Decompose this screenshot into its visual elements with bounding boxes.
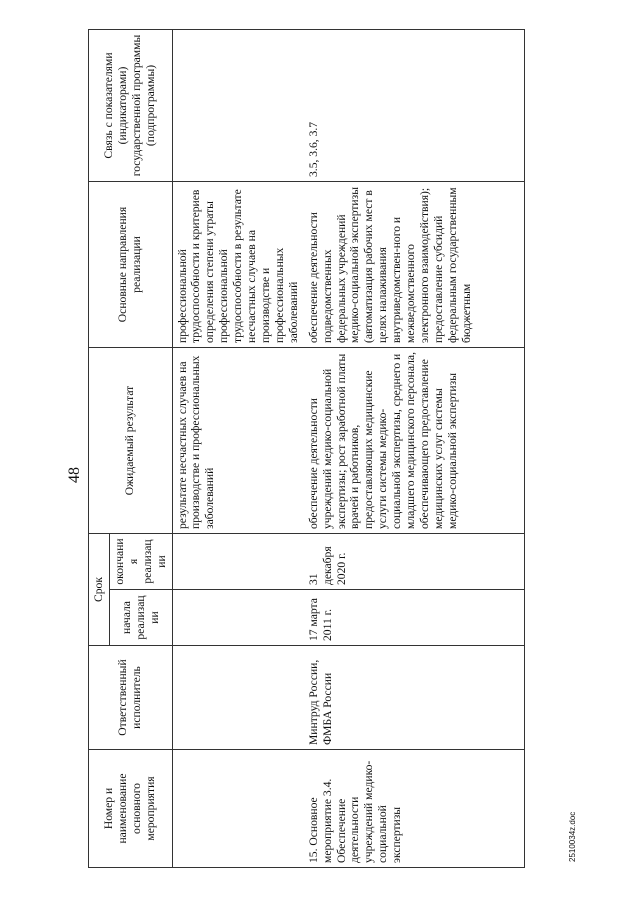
cell-activity: 15. Основное мероприятие 3.4. Обеспечение деятельности учреждений медико-социальной экспертизы (304, 750, 525, 868)
cell-indicators: 3.5, 3.6, 3.7 (304, 30, 525, 182)
header-term: Срок (89, 534, 110, 646)
header-term-end: окончания реализации (109, 534, 172, 590)
cell-responsible (172, 646, 304, 750)
cell-directions: профессиональной трудоспособности и критериев определения степени утраты профессиональной трудоспособности в результате несчастных случаев на производстве и профессиональных заболеваний (172, 182, 304, 348)
cell-indicators (172, 30, 304, 182)
program-activities-table (88, 29, 525, 868)
table-row-15 (304, 30, 525, 868)
cell-activity (172, 750, 304, 868)
document-file-code: 2510034z.doc (568, 811, 577, 862)
header-activity: Номер и наименование основного мероприятия (89, 750, 173, 868)
header-row (89, 30, 110, 868)
cell-start (172, 590, 304, 646)
header-indicators: Связь с показателями (индикаторами) государственной программы (подпрограммы) (89, 30, 173, 182)
cell-result: результате несчастных случаев на производстве и профессиональных заболеваний (172, 348, 304, 534)
cell-end: 31 декабря 2020 г. (304, 534, 525, 590)
header-main-directions: Основные направления реализации (89, 182, 173, 348)
cell-result: обеспечение деятельности учреждений медико-социальной экспертизы; рост заработной платы врачей и работников, предоставляющих медицинские услуги системы медико-социальной экспертизы, среднего и младшего медицинского персонала, обеспечивающего предоставление медицинских услуг системы медико-социальной экспертизы (304, 348, 525, 534)
cell-directions: обеспечение деятельности подведомственных федеральных учреждений медико-социальной экспертизы (автоматизация рабочих мест в целях налаживания внутриведомствен-ного и межведомственного электронного взаимодействия); предоставление субсидий федеральным государственным бюджетным (304, 182, 525, 348)
header-responsible: Ответственный исполнитель (89, 646, 173, 750)
table-row-continuation (172, 30, 304, 868)
cell-end (172, 534, 304, 590)
page-number: 48 (66, 467, 83, 483)
cell-start: 17 марта 2011 г. (304, 590, 525, 646)
header-term-start: начала реализации (109, 590, 172, 646)
cell-responsible: Минтруд России, ФМБА России (304, 646, 525, 750)
header-expected-result: Ожидаемый результат (89, 348, 173, 534)
rotated-sheet (62, 30, 592, 868)
